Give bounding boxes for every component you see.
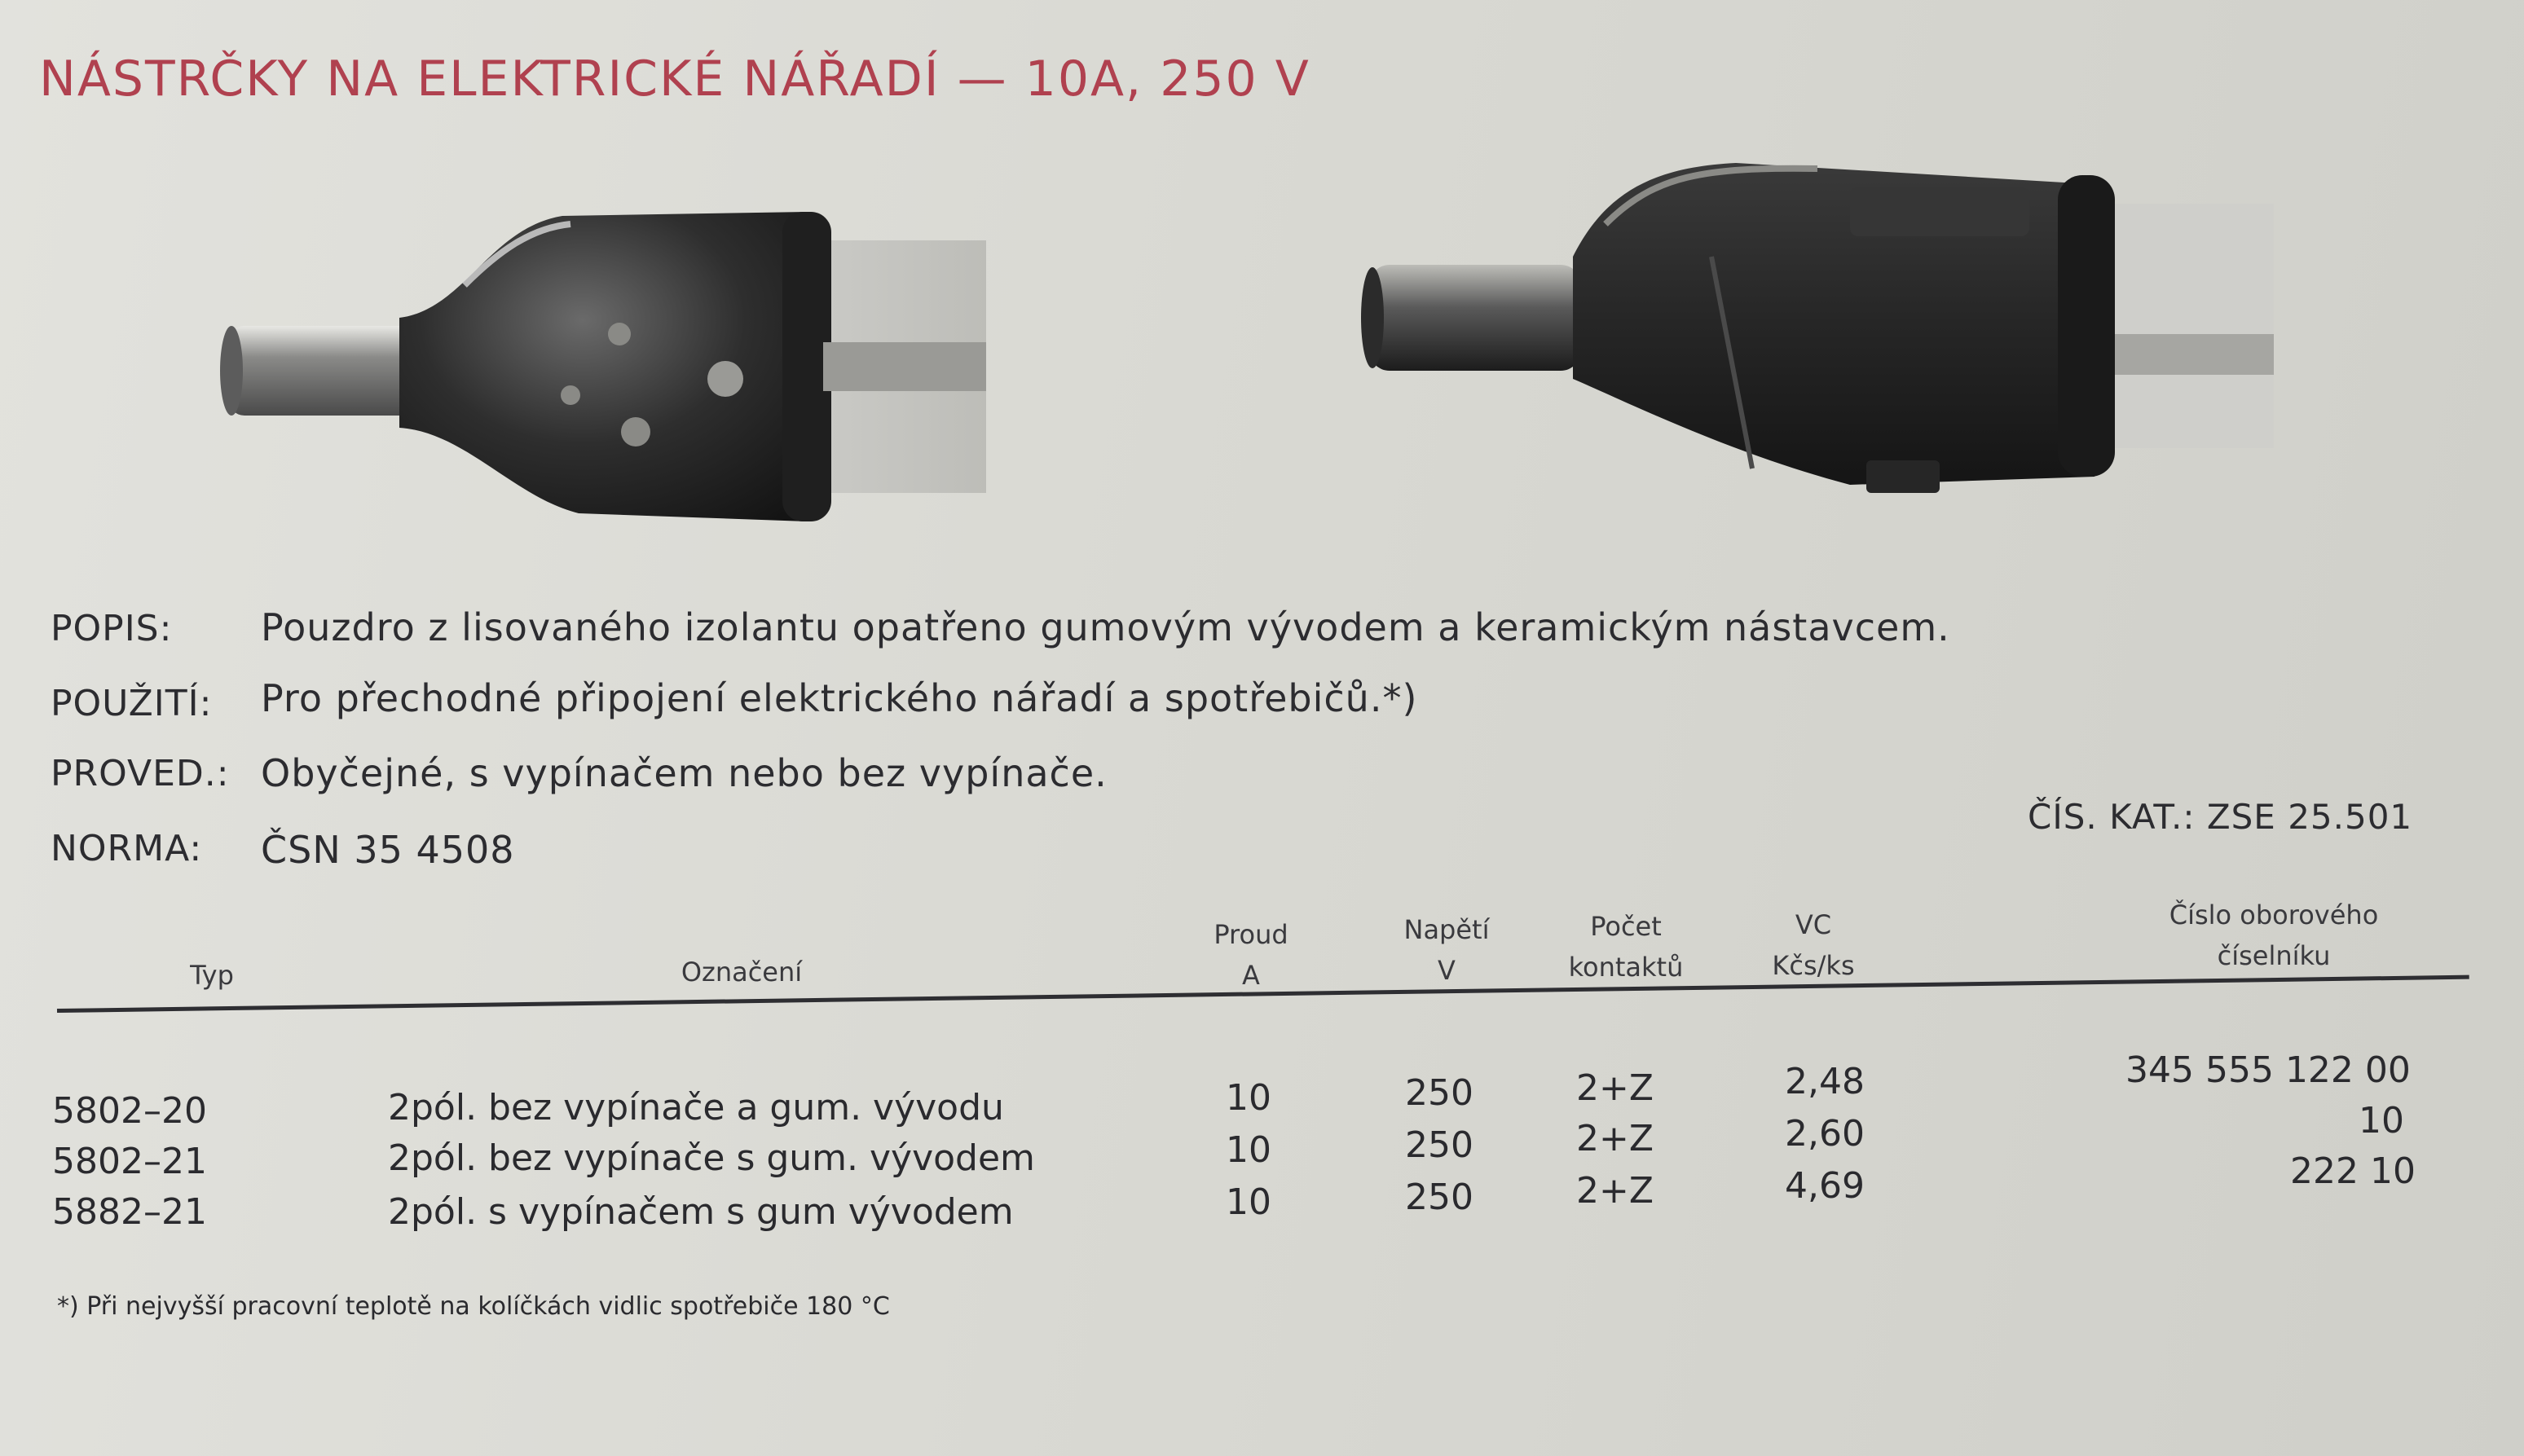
row3-cislo: 222 10: [2290, 1150, 2416, 1192]
row3-pocet: 2+Z: [1576, 1170, 1654, 1212]
header-vc: VC Kčs/ks: [1772, 909, 1855, 981]
header-cislo-ciselniku: Číslo oborového číselníku: [2169, 900, 2379, 971]
connector-photo-right: [1361, 159, 2282, 501]
header-proud: Proud A: [1214, 919, 1288, 991]
row2-typ: 5802–21: [52, 1141, 207, 1182]
row2-proud: 10: [1226, 1129, 1271, 1171]
header-oznaceni: Označení: [681, 957, 803, 988]
header-napeti: Napětí V: [1403, 914, 1490, 986]
row3-proud: 10: [1226, 1181, 1271, 1223]
header-typ: Typ: [190, 960, 234, 991]
catalog-number: ČÍS. KAT.: ZSE 25.501: [2028, 797, 2413, 837]
connector-photo-left: [220, 196, 994, 538]
row3-vc: 4,69: [1785, 1165, 1865, 1207]
row1-oznaceni: 2pól. bez vypínače a gum. vývodu: [388, 1087, 1004, 1128]
row2-oznaceni: 2pól. bez vypínače s gum. vývodem: [388, 1137, 1035, 1179]
row1-cislo: 345 555 122 00: [2125, 1049, 2411, 1091]
row1-proud: 10: [1226, 1077, 1271, 1119]
row2-pocet: 2+Z: [1576, 1118, 1654, 1159]
norma-value: ČSN 35 4508: [261, 828, 515, 872]
row1-pocet: 2+Z: [1576, 1067, 1654, 1109]
row2-napeti: 250: [1405, 1124, 1473, 1166]
footnote: *) Při nejvyšší pracovní teplotě na kolíčkách vidlic spotřebiče 180 °C: [57, 1292, 890, 1321]
pouziti-value: Pro přechodné připojení elektrického nářadí a spotřebičů.*): [261, 676, 1418, 720]
popis-label: POPIS:: [51, 608, 173, 649]
row3-oznaceni: 2pól. s vypínačem s gum vývodem: [388, 1191, 1014, 1233]
row3-typ: 5882–21: [52, 1191, 207, 1233]
proved-label: PROVED.:: [51, 753, 230, 794]
popis-value: Pouzdro z lisovaného izolantu opatřeno gumovým vývodem a keramickým nástavcem.: [261, 605, 1950, 649]
norma-label: NORMA:: [51, 828, 203, 869]
row2-cislo: 10: [2359, 1100, 2404, 1141]
proved-value: Obyčejné, s vypínačem nebo bez vypínače.: [261, 751, 1108, 795]
page-title: NÁSTRČKY NA ELEKTRICKÉ NÁŘADÍ — 10A, 250 V: [39, 51, 1310, 108]
pouziti-label: POUŽITÍ:: [51, 683, 213, 724]
row1-napeti: 250: [1405, 1072, 1473, 1114]
row1-vc: 2,48: [1785, 1061, 1865, 1102]
row1-typ: 5802–20: [52, 1090, 207, 1132]
row2-vc: 2,60: [1785, 1113, 1865, 1155]
row3-napeti: 250: [1405, 1177, 1473, 1218]
header-pocet-kontaktu: Počet kontaktů: [1568, 911, 1684, 983]
